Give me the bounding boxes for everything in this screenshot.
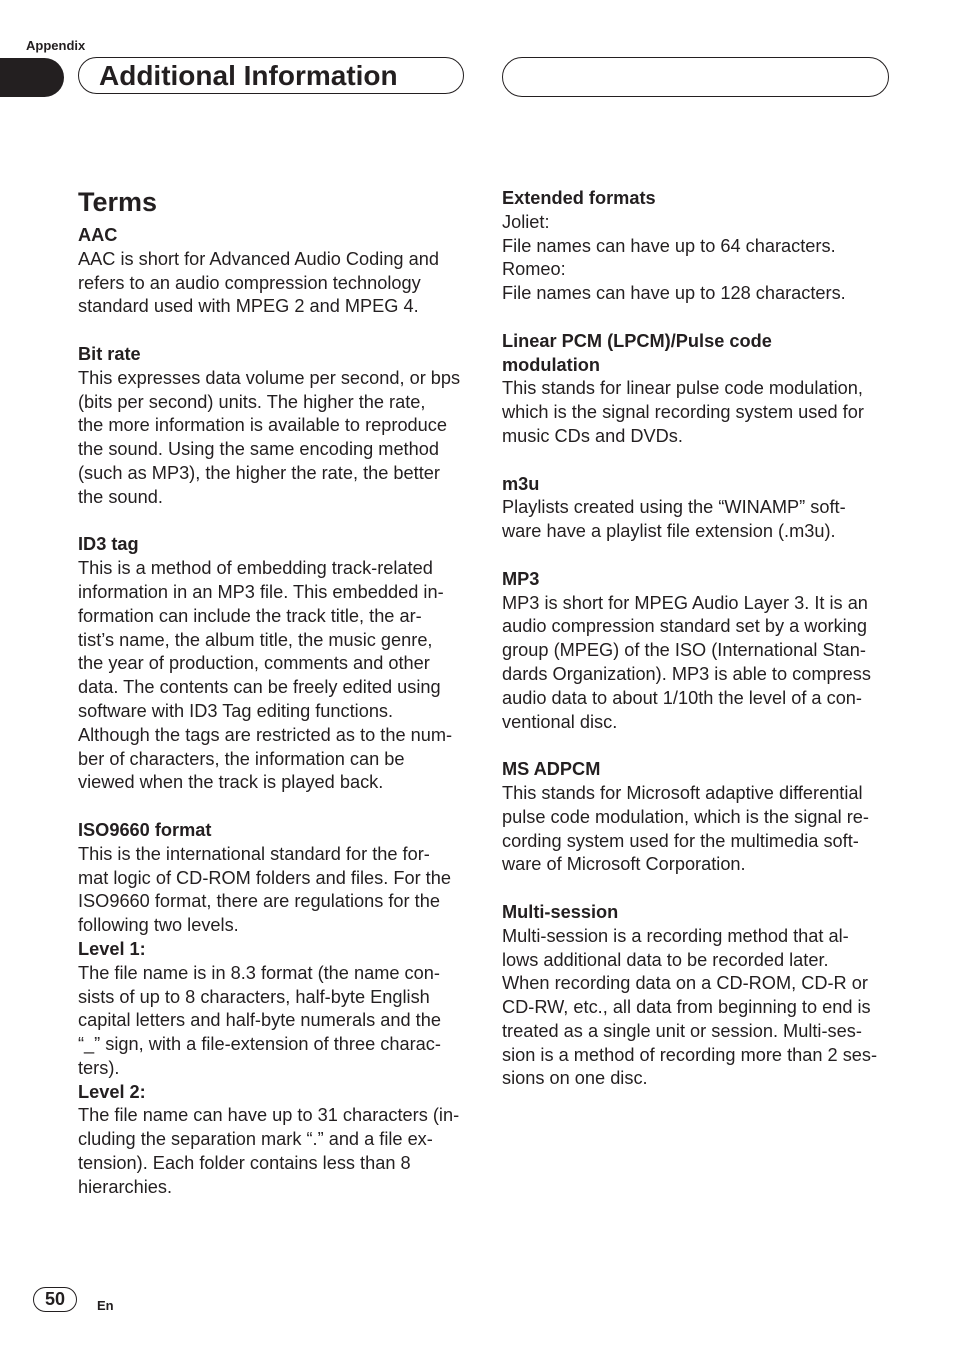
- term-text-line: File names can have up to 64 characters.: [502, 235, 836, 256]
- term-text-line: ber of characters, the information can be: [78, 748, 405, 769]
- term-entry: [78, 533, 470, 795]
- header-empty-box: [502, 57, 889, 97]
- term-text-line: cording system used for the multimedia soft-: [502, 830, 859, 851]
- term-text-line: mat logic of CD-ROM folders and files. For the: [78, 867, 451, 888]
- section-label: Appendix: [26, 38, 86, 53]
- term-text-line: software with ID3 Tag editing functions.: [78, 700, 394, 721]
- term-entry: [502, 473, 894, 544]
- term-text-line: Multi-session is a recording method that al-: [502, 925, 849, 946]
- term-text-line: cluding the separation mark “.” and a file ex-: [78, 1129, 433, 1150]
- term-text-line: This is a method of embedding track-related: [78, 558, 433, 579]
- term-title: AAC: [78, 225, 118, 245]
- term-text-line: following two levels.: [78, 915, 239, 936]
- section-tab-marker: [0, 58, 64, 97]
- term-text-line: ware of Microsoft Corporation.: [502, 854, 746, 875]
- term-text-line: ISO9660 format, there are regulations for the: [78, 891, 440, 912]
- term-text-line: ventional disc.: [502, 711, 618, 732]
- term-entry: [78, 819, 470, 1200]
- term-text-line: which is the signal recording system used for: [502, 402, 864, 423]
- term-entry: [502, 187, 894, 306]
- header-title-box: [78, 57, 464, 94]
- term-title: modulation: [502, 354, 600, 375]
- term-title: MP3: [502, 568, 540, 589]
- term-title: Linear PCM (LPCM)/Pulse code: [502, 330, 772, 351]
- term-title: MS ADPCM: [502, 759, 601, 780]
- left-column: [78, 184, 470, 1223]
- term-entry: [78, 224, 470, 319]
- right-column: [502, 187, 894, 1115]
- term-title: Multi-session: [502, 901, 619, 922]
- term-text-line: data. The contents can be freely edited using: [78, 677, 441, 698]
- term-entry: [502, 568, 894, 735]
- right-term-list: [502, 187, 894, 1091]
- term-text-line: This is the international standard for the for-: [78, 843, 430, 864]
- term-text-line: sion is a method of recording more than 2 ses-: [502, 1044, 878, 1065]
- level-2-title: Level 2:: [78, 1081, 146, 1102]
- term-text-line: (bits per second) units. The higher the rate,: [78, 391, 426, 412]
- term-title: ID3 tag: [78, 534, 139, 555]
- term-text-line: When recording data on a CD-ROM, CD-R or: [502, 973, 868, 994]
- term-text-line: This stands for linear pulse code modulation,: [502, 378, 863, 399]
- term-entry: [502, 901, 894, 1091]
- term-title: Extended formats: [502, 188, 656, 208]
- term-text-line: sists of up to 8 characters, half-byte English: [78, 986, 430, 1007]
- term-text-line: treated as a single unit or session. Multi-ses-: [502, 1020, 862, 1041]
- term-text-line: group (MPEG) of the ISO (International Stan-: [502, 640, 866, 661]
- term-text-line: lows additional data to be recorded later.: [502, 949, 829, 970]
- term-text-line: capital letters and half-byte numerals and the: [78, 1010, 441, 1031]
- term-text-line: hierarchies.: [78, 1176, 173, 1197]
- term-entry: [502, 330, 894, 449]
- term-text-line: music CDs and DVDs.: [502, 425, 683, 446]
- term-text-line: “_” sign, with a file-extension of three charac-: [78, 1034, 441, 1055]
- term-text-line: the sound. Using the same encoding method: [78, 439, 439, 460]
- term-text-line: formation can include the track title, the ar-: [78, 605, 422, 626]
- term-text-line: audio compression standard set by a working: [502, 616, 867, 637]
- term-text-line: information in an MP3 file. This embedded in-: [78, 581, 444, 602]
- term-title: Bit rate: [78, 343, 141, 364]
- term-text-line: Although the tags are restricted as to the num-: [78, 724, 453, 745]
- term-text-line: tist’s name, the album title, the music genre,: [78, 629, 433, 650]
- term-text-line: The file name can have up to 31 characters (in-: [78, 1105, 460, 1126]
- term-text-line: CD-RW, etc., all data from beginning to end is: [502, 997, 871, 1018]
- term-text-line: dards Organization). MP3 is able to compress: [502, 663, 871, 684]
- terms-heading: Terms: [78, 187, 158, 217]
- language-label: En: [97, 1298, 114, 1313]
- term-text-line: refers to an audio compression technology: [78, 272, 421, 293]
- term-text-line: pulse code modulation, which is the signal re-: [502, 806, 869, 827]
- term-text-line: This expresses data volume per second, or bps: [78, 367, 461, 388]
- term-text-line: standard used with MPEG 2 and MPEG 4.: [78, 296, 419, 317]
- term-title: m3u: [502, 473, 540, 494]
- term-text-line: This stands for Microsoft adaptive differential: [502, 782, 863, 803]
- term-text-line: ware have a playlist file extension (.m3u).: [502, 521, 836, 542]
- term-text-line: The file name is in 8.3 format (the name con-: [78, 962, 440, 983]
- term-entry: [502, 758, 894, 877]
- page-number: 50: [33, 1287, 77, 1312]
- term-entry: [78, 343, 470, 510]
- term-text-line: AAC is short for Advanced Audio Coding and: [78, 248, 439, 269]
- term-text-line: audio data to about 1/10th the level of a con-: [502, 687, 862, 708]
- term-title: ISO9660 format: [78, 819, 212, 840]
- term-text-line: the more information is available to reproduce: [78, 415, 447, 436]
- term-text-line: the year of production, comments and other: [78, 653, 430, 674]
- term-text-line: File names can have up to 128 characters.: [502, 283, 846, 304]
- term-text-line: viewed when the track is played back.: [78, 772, 384, 793]
- left-term-list: [78, 224, 470, 1200]
- term-text-line: Joliet:: [502, 211, 550, 232]
- term-text-line: Playlists created using the “WINAMP” soft-: [502, 497, 846, 518]
- term-text-line: Romeo:: [502, 259, 566, 280]
- term-text-line: (such as MP3), the higher the rate, the better: [78, 462, 440, 483]
- term-text-line: MP3 is short for MPEG Audio Layer 3. It is an: [502, 592, 868, 613]
- term-text-line: the sound.: [78, 486, 163, 507]
- header-title: Additional Information: [99, 60, 398, 91]
- term-text-line: tension). Each folder contains less than 8: [78, 1153, 411, 1174]
- level-1-title: Level 1:: [78, 938, 146, 959]
- term-text-line: ters).: [78, 1057, 120, 1078]
- term-text-line: sions on one disc.: [502, 1068, 648, 1089]
